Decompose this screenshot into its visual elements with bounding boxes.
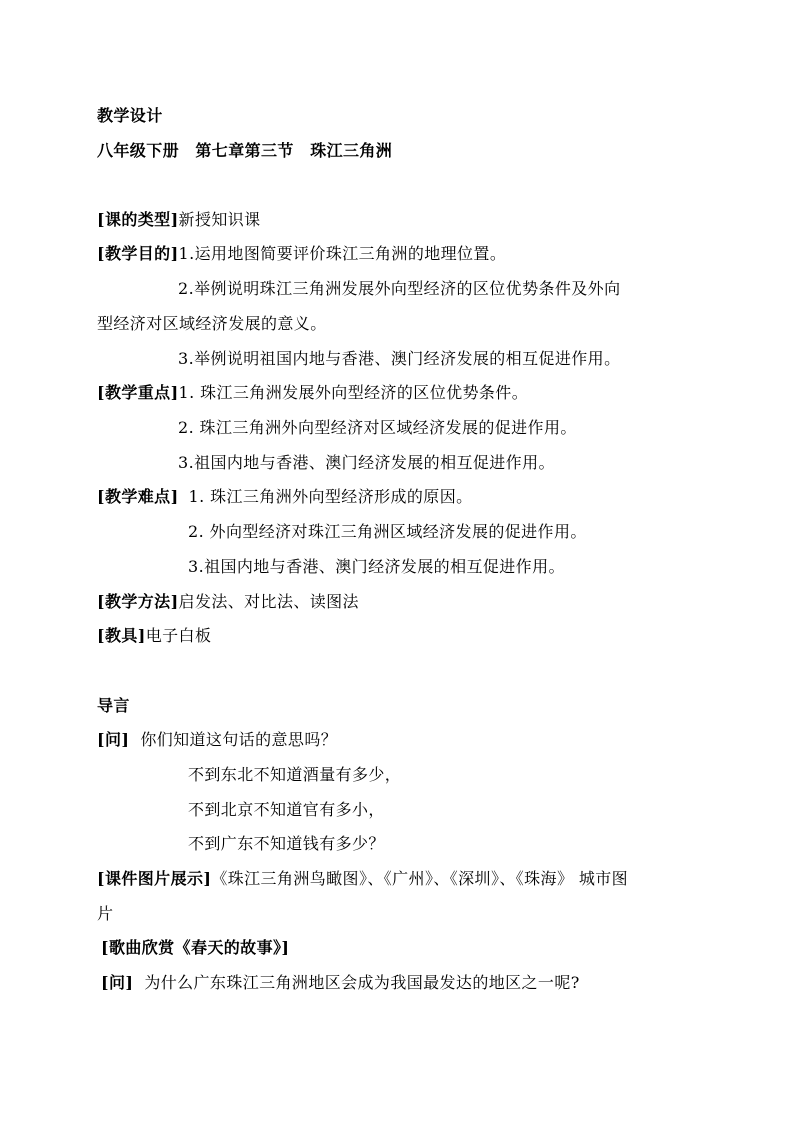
key-point-item: 1. 珠江三角洲发展外向型经济的区位优势条件。: [178, 383, 529, 402]
objective-item: 2.举例说明珠江三角洲发展外向型经济的区位优势条件及外向: [178, 279, 621, 298]
objectives-label: [教学目的]: [97, 244, 179, 263]
objectives-line: [97, 244, 506, 264]
courseware-show-label: [课件图片展示]: [97, 869, 212, 888]
courseware-show-text-cont: 片: [97, 904, 114, 923]
intro-question-2: [101, 973, 580, 993]
methods-label: [教学方法]: [97, 592, 179, 611]
course-type-text: 新授知识课: [178, 210, 261, 229]
doc-heading: 教学设计: [97, 106, 163, 125]
verse-line: 不到北京不知道官有多小，: [188, 800, 385, 819]
course-type-label: [课的类型]: [97, 210, 179, 229]
intro-heading: 导言: [97, 696, 130, 715]
key-points-label: [教学重点]: [97, 383, 179, 402]
key-points-line: [97, 383, 528, 403]
objective-item: 型经济对区域经济发展的意义。: [97, 314, 327, 333]
key-point-item: 2. 珠江三角洲外向型经济对区域经济发展的促进作用。: [178, 418, 577, 437]
methods-line: [97, 592, 359, 612]
difficulty-item: 3.祖国内地与香港、澳门经济发展的相互促进作用。: [188, 557, 565, 576]
difficulties-label: [教学难点]: [97, 487, 179, 506]
difficulty-item: 1. 珠江三角洲外向型经济形成的原因。: [188, 487, 473, 506]
key-point-item: 3.祖国内地与香港、澳门经济发展的相互促进作用。: [178, 453, 555, 472]
verse-line: 不到东北不知道酒量有多少，: [188, 765, 402, 784]
courseware-show-line: [97, 869, 628, 889]
song-appreciation: [歌曲欣赏《春天的故事》]: [101, 938, 290, 957]
question-label: [问]: [97, 730, 130, 749]
intro-question-1: [97, 730, 337, 750]
tools-text: 电子白板: [145, 626, 212, 645]
question-text: 你们知道这句话的意思吗？: [129, 730, 338, 749]
course-type-line: [97, 210, 261, 230]
objective-item: 1.运用地图简要评价珠江三角洲的地理位置。: [178, 244, 507, 263]
tools-label: [教具]: [97, 626, 146, 645]
question-label: [问]: [101, 973, 134, 992]
question-text: 为什么广东珠江三角洲地区会成为我国最发达的地区之一呢?: [133, 973, 580, 992]
methods-text: 启发法、对比法、读图法: [178, 592, 359, 611]
tools-line: [97, 626, 211, 646]
courseware-show-text: 《珠江三角洲鸟瞰图》、《广州》、《深圳》、《珠海》 城市图: [211, 869, 629, 888]
verse-line: 不到广东不知道钱有多少？: [188, 834, 385, 853]
difficulties-line: [97, 487, 473, 507]
objective-item: 3.举例说明祖国内地与香港、澳门经济发展的相互促进作用。: [178, 349, 621, 368]
difficulty-item: 2. 外向型经济对珠江三角洲区域经济发展的促进作用。: [188, 522, 587, 541]
doc-subheading: 八年级下册 第七章第三节 珠江三角洲: [97, 141, 393, 160]
